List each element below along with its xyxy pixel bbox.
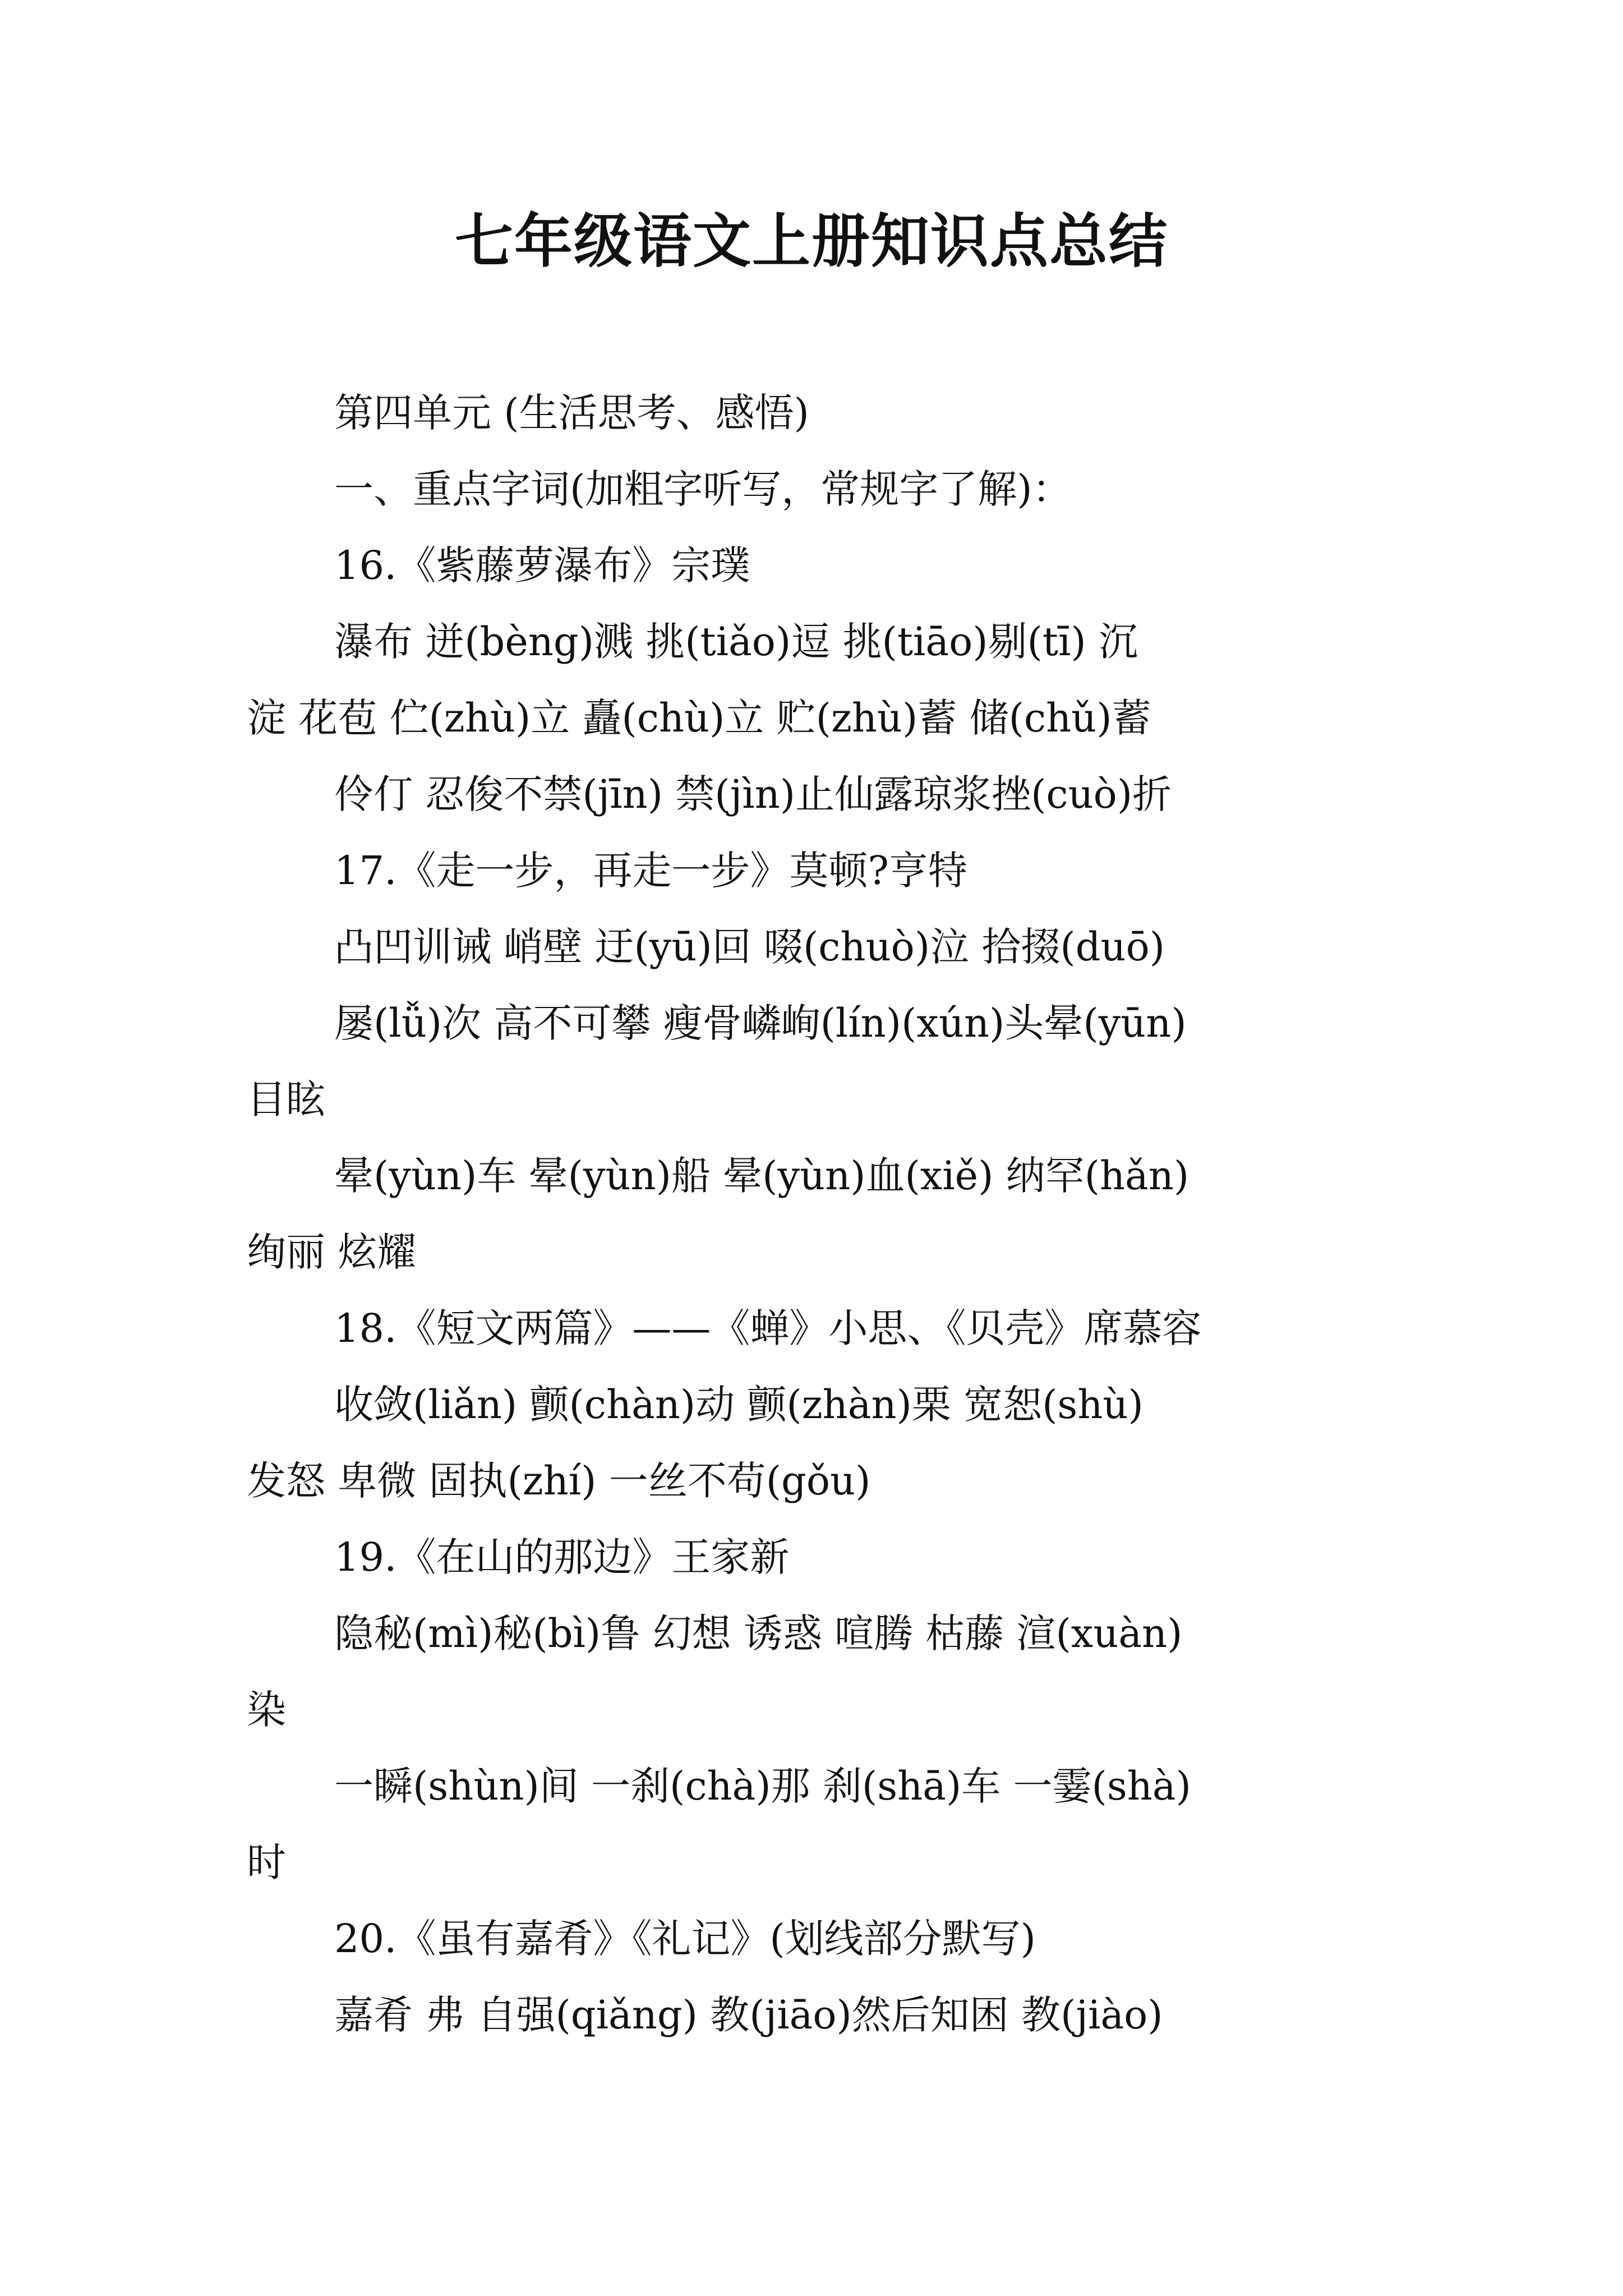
text-line: 一、重点字词(加粗字听写，常规字了解)： [334,466,1072,512]
text-line: 一瞬(shùn)间 一刹(chà)那 刹(shā)车 一霎(shà) [334,1763,1191,1809]
text-line: 嘉肴 弗 自强(qiǎng) 教(jiāo)然后知困 教(jiào) [334,1992,1163,2038]
text-line: 隐秘(mì)秘(bì)鲁 幻想 诱惑 喧腾 枯藤 渲(xuàn) [334,1611,1183,1657]
text-line: 目眩 [247,1076,325,1122]
document-body [247,375,1402,2053]
text-line: 晕(yùn)车 晕(yùn)船 晕(yùn)血(xiě) 纳罕(hǎn) [334,1153,1189,1199]
text-line: 第四单元 (生活思考、感悟) [334,390,809,436]
text-line: 19.《在山的那边》王家新 [334,1534,790,1580]
text-line: 18.《短文两篇》——《蝉》小思、《贝壳》席慕容 [334,1305,1202,1351]
text-line: 染 [247,1687,286,1733]
text-line: 收敛(liǎn) 颤(chàn)动 颤(zhàn)栗 宽恕(shù) [334,1382,1144,1428]
text-line: 瀑布 迸(bèng)溅 挑(tiǎo)逗 挑(tiāo)剔(tī) 沉 [334,619,1138,665]
text-line: 17.《走一步，再走一步》莫顿?亨特 [334,848,967,894]
text-line: 淀 花苞 伫(zhù)立 矗(chù)立 贮(zhù)蓄 储(chǔ)蓄 [247,695,1151,741]
text-line: 时 [247,1839,286,1885]
text-line: 屡(lǚ)次 高不可攀 瘦骨嶙峋(lín)(xún)头晕(yūn) [334,1000,1187,1046]
text-line: 发怒 卑微 固执(zhí) 一丝不苟(gǒu) [247,1458,871,1504]
text-line: 16.《紫藤萝瀑布》宗璞 [334,542,750,588]
text-line: 凸凹训诫 峭壁 迂(yū)回 啜(chuò)泣 拾掇(duō) [334,924,1165,970]
document-title: 七年级语文上册知识点总结 [454,206,1168,275]
text-line: 绚丽 炫耀 [247,1229,417,1275]
text-line: 20.《虽有嘉肴》《礼记》(划线部分默写) [334,1916,1036,1962]
text-line: 伶仃 忍俊不禁(jīn) 禁(jìn)止仙露琼浆挫(cuò)折 [334,771,1172,817]
